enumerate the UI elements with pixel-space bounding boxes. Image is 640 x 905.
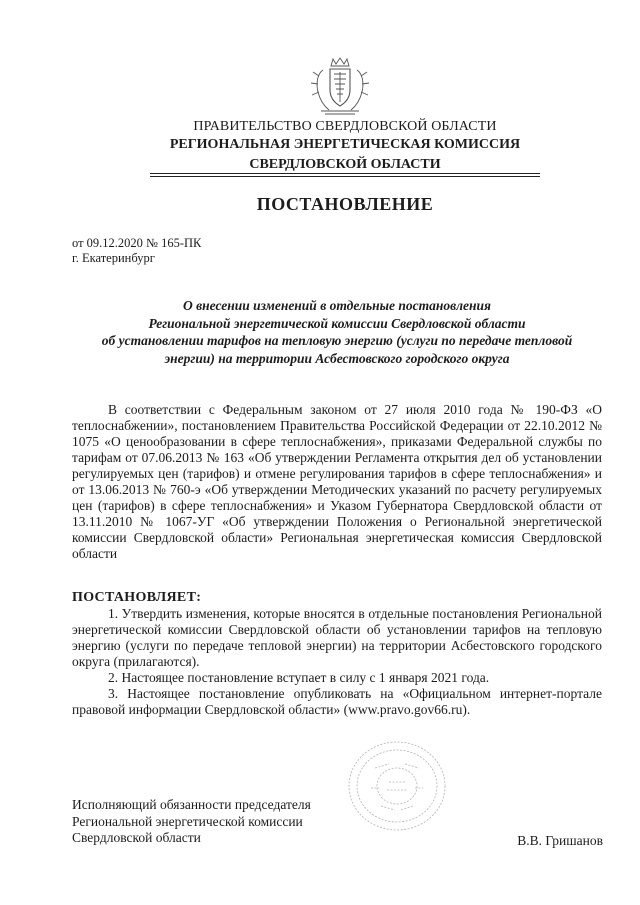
commission-name: РЕГИОНАЛЬНАЯ ЭНЕРГЕТИЧЕСКАЯ КОМИССИЯ <box>169 137 521 152</box>
header-divider-thin <box>150 173 540 174</box>
subject-line: энергии) на территории Асбестовского городского округа <box>164 350 510 366</box>
document-city: г. Екатеринбург <box>72 251 155 265</box>
decree-item: 2. Настоящее постановление вступает в силу с 1 января 2021 года. <box>108 670 490 685</box>
decree-items <box>72 606 602 718</box>
signatory-position <box>72 797 311 847</box>
subject-line: об установлении тарифов на тепловую энергию (услуги по передаче тепловой <box>101 333 573 348</box>
document-subject <box>72 297 602 367</box>
signatory-position-line: Свердловской области <box>72 830 201 845</box>
decree-word: ПОСТАНОВЛЯЕТ: <box>72 590 202 605</box>
subject-line: Региональной энергетической комиссии Свердловской области <box>148 315 526 331</box>
document-date-number: от 09.12.2020 № 165-ПК <box>72 236 202 250</box>
signatory-position-line: Региональной энергетической комиссии <box>72 813 303 829</box>
signatory-name: В.В. Гришанов <box>517 833 603 848</box>
document-type-title: ПОСТАНОВЛЕНИЕ <box>256 194 434 214</box>
signatory-position-line: Исполняющий обязанности председателя <box>72 797 311 812</box>
header-divider-thick <box>150 176 540 177</box>
decree-item: 3. Настоящее постановление опубликовать на «Официальном интернет-портале правовой информации Свердловской области» (www.pravo.gov66.ru). <box>72 686 602 717</box>
coat-of-arms-emblem <box>305 56 375 116</box>
government-name: ПРАВИТЕЛЬСТВО СВЕРДЛОВСКОЙ ОБЛАСТИ <box>193 119 497 134</box>
official-stamp-seal <box>345 738 449 834</box>
commission-region: СВЕРДЛОВСКОЙ ОБЛАСТИ <box>249 157 441 172</box>
preamble-paragraph: В соответствии с Федеральным законом от 27 июля 2010 года № 190-ФЗ «О теплоснабжении», постановлением Правительства Российской Федерации от 22.10.2012 № 1075 «О ценообразовании в сфере теплоснабжения», приказами Федеральной службы по тарифам от 07.06.2013 № 163 «Об утверждении Регламента открытия дел об установлении регулируемых цен (тарифов) и отмене регулирования тарифов в сфере теплоснабжения» и от 13.06.2013 № 760-э «Об утверждении Методических указаний по расчету регулируемых цен (тарифов) в сфере теплоснабжения» и Указом Губернатора Свердловской области от 13.11.2010 № 1067-УГ «Об утверждении Положения о Региональной энергетической комиссии Свердловской области» Региональная энергетическая комиссия Свердловской области <box>72 402 602 561</box>
decree-item: 1. Утвердить изменения, которые вносятся в отдельные постановления Региональной энергетической комиссии Свердловской области об установлении тарифов на тепловую энергию (услуги по передаче тепловой энергии) на территории Асбестовского городского округа (прилагаются). <box>72 606 602 669</box>
subject-line: О внесении изменений в отдельные постановления <box>182 298 492 313</box>
